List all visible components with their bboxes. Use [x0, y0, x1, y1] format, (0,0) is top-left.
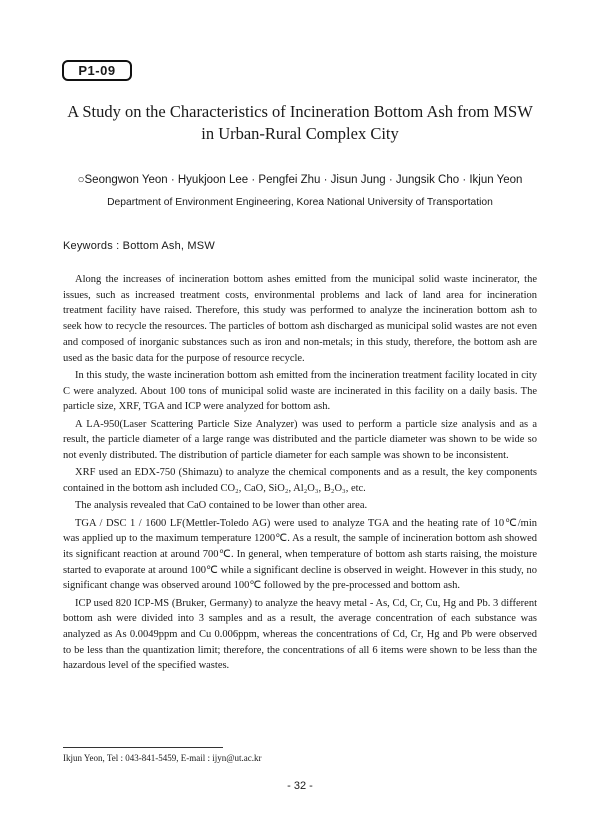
affiliation: Department of Environment Engineering, Korea National University of Transportation: [107, 197, 493, 208]
paragraph: In this study, the waste incineration bottom ash emitted from the incineration treatment facility located in city C were analyzed. About 100 tons of municipal solid waste are incinerated in this facility on a daily basis. The particle size, XRF, TGA and ICP were analyzed for bottom ash.: [63, 369, 537, 413]
keywords: Keywords : Bottom Ash, MSW: [63, 240, 215, 252]
paragraph: The analysis revealed that CaO contained to be lower than other area.: [75, 500, 368, 512]
author-list: ○Seongwon Yeon · Hyukjoon Lee · Pengfei Zhu · Jisun Jung · Jungsik Cho · Ikjun Yeon: [77, 174, 523, 186]
paragraph: XRF used an EDX-750 (Shimazu) to analyze the chemical components and as a result, the key components contained in the bottom ash included CO₂, CaO, SiO₂, Al₂O₃, B₂O₃, etc.: [63, 467, 537, 494]
paper-code-badge: P1-09: [62, 60, 132, 81]
paragraph: TGA / DSC 1 / 1600 LF(Mettler-Toledo AG) were used to analyze TGA and the heating rate of 10℃/min was applied up to the maximum temperature 1200℃. As a result, the sample of incineration bottom ash showed its significant reaction at around 700℃. In general, when temperature of bottom ash starts raising, the moisture started to evaporate at around 100℃ while a significant decline is observed in weight. However in this study, no significant change was observed around 100℃ followed by the pre-processed and bottom ash.: [63, 517, 537, 592]
paragraph: Along the increases of incineration bottom ashes emitted from the municipal solid waste incinerator, the issues, such as increased treatment costs, environmental problems and lack of land area for incineration treatment facility have raised. Therefore, this study was performed to analyze the incineration bottom ash to seek how to recycle the resources. The particles of bottom ash discharged as municipal solid wastes are not even and composed of inorganic substances such as iron and non-metals; in this study, therefore, the bottom ash are used as the basic data for the purpose of resource recycle.: [63, 274, 537, 364]
paper-title: A Study on the Characteristics of Incineration Bottom Ash from MSW in Urban-Rural Complex City: [67, 102, 533, 143]
page-number: - 32 -: [287, 780, 313, 792]
paragraph: A LA-950(Laser Scattering Particle Size Analyzer) was used to perform a particle size analysis and as a result, the particle diameter of a large range was distributed and the particle diameter was shown to be wide so not evenly distributed. The distribution of particle diameter for each sample was shown to be inconsistent.: [63, 418, 537, 461]
footnote: Ikjun Yeon, Tel : 043-841-5459, E-mail : ijyn@ut.ac.kr: [63, 753, 262, 763]
abstract-body: [63, 272, 537, 676]
footnote-divider: [63, 747, 223, 748]
paragraph: ICP used 820 ICP-MS (Bruker, Germany) to analyze the heavy metal - As, Cd, Cr, Cu, Hg and Pb. 3 different bottom ash were divided into 3 samples and as a result, the average concentration of each substance was analyzed as As 0.0049ppm and Cu 0.006ppm, whereas the concentrations of Cd, Cr, Hg and Pb were observed to be less than the quantization limit; therefore, the concentrations of all 6 items were shown to be less than the hazardous level of the specified wastes.: [63, 597, 537, 672]
